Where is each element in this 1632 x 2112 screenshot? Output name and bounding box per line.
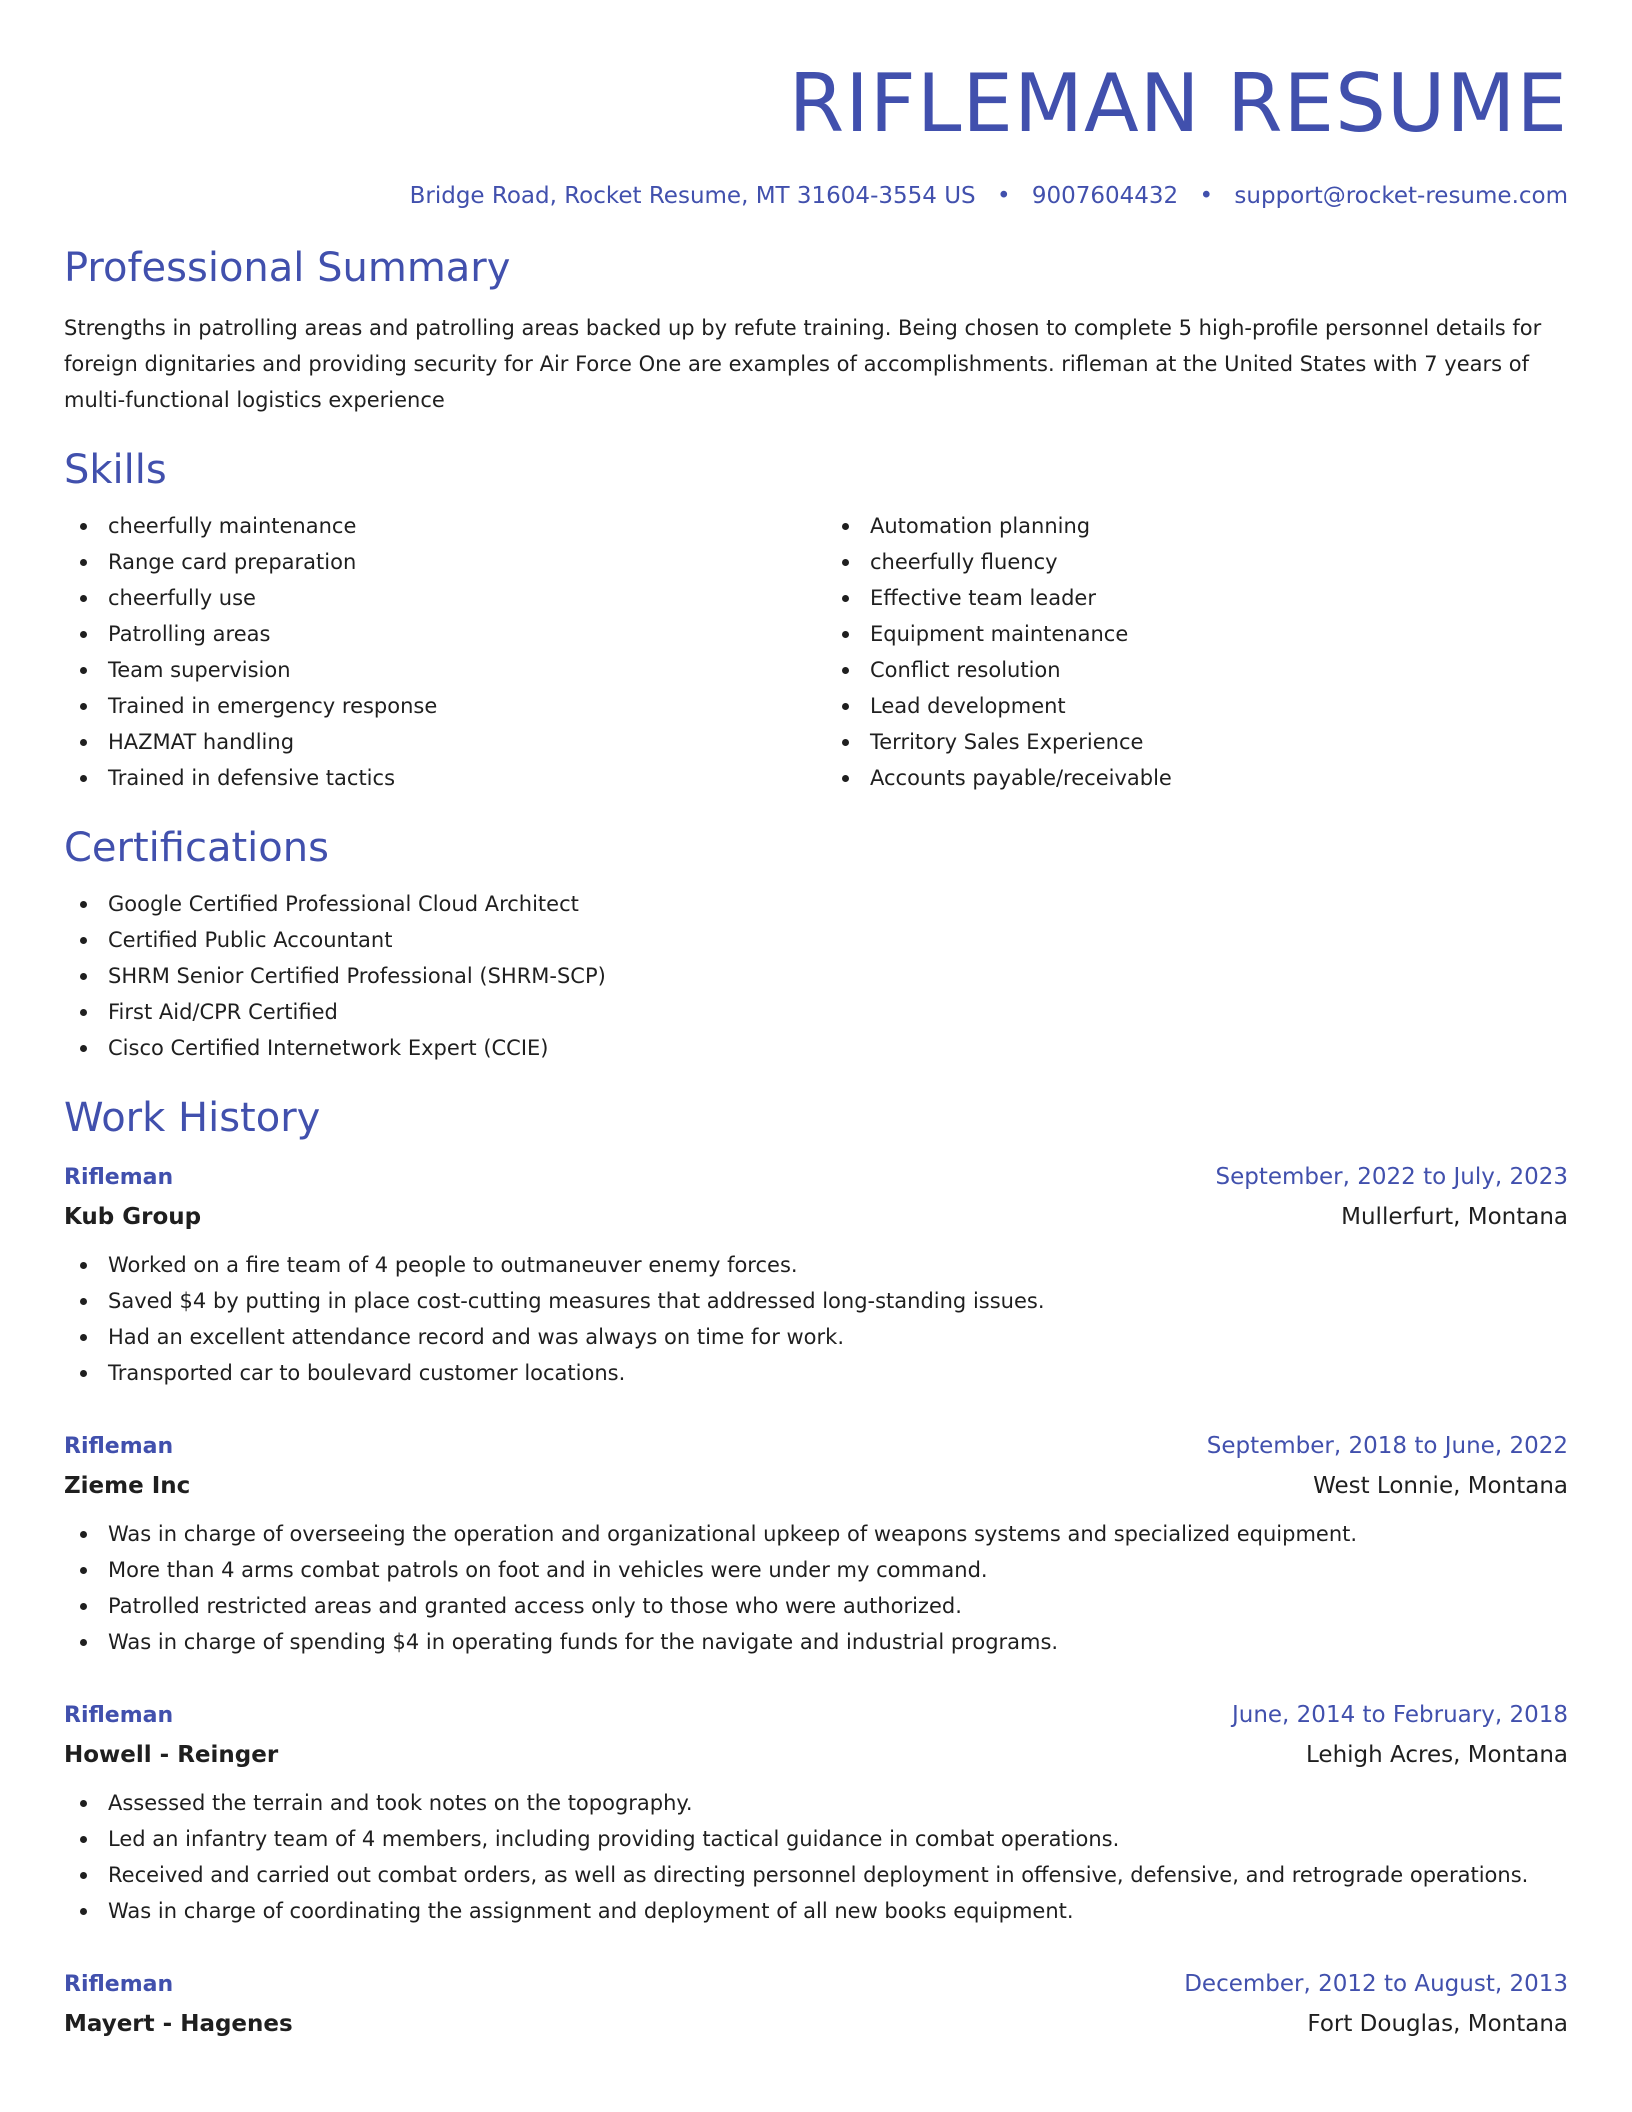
job-header-row: [64, 1427, 1568, 1466]
skill-item: Team supervision: [64, 652, 806, 688]
certification-item: Cisco Certified Internetwork Expert (CCIE): [64, 1030, 1568, 1066]
skills-columns: [64, 508, 1568, 796]
skill-item: Trained in defensive tactics: [64, 760, 806, 796]
certifications-title: Certifications: [64, 825, 329, 871]
job-bullet: Was in charge of overseeing the operation and organizational upkeep of weapons systems and specialized equipment.: [64, 1516, 1568, 1552]
resume-header: [64, 0, 1568, 212]
skill-item: Range card preparation: [64, 544, 806, 580]
job-company: Mayert - Hagenes: [64, 2011, 293, 2037]
contact-address: Bridge Road, Rocket Resume, MT 31604-3554 US: [409, 183, 976, 209]
job-bullet: Assessed the terrain and took notes on the topography.: [64, 1785, 1568, 1821]
job-bullet: More than 4 arms combat patrols on foot and in vehicles were under my command.: [64, 1552, 1568, 1588]
skill-item: Equipment maintenance: [826, 616, 1568, 652]
skills-list-left: [64, 508, 806, 796]
job-title: Rifleman: [64, 1434, 174, 1459]
contact-separator: •: [996, 183, 1011, 209]
summary-title: Professional Summary: [64, 245, 511, 291]
job-company-row: [64, 1466, 1568, 1506]
job-company-row: [64, 1735, 1568, 1775]
job-entry: [64, 1965, 1568, 2044]
job-bullet: Transported car to boulevard customer locations.: [64, 1355, 1568, 1391]
job-bullet: Patrolled restricted areas and granted access only to those who were authorized.: [64, 1588, 1568, 1624]
certification-item: First Aid/CPR Certified: [64, 994, 1568, 1030]
job-location: Lehigh Acres, Montana: [1306, 1742, 1568, 1768]
certification-item: Google Certified Professional Cloud Architect: [64, 886, 1568, 922]
skill-item: HAZMAT handling: [64, 724, 806, 760]
job-title: Rifleman: [64, 1703, 174, 1728]
skill-item: Conflict resolution: [826, 652, 1568, 688]
job-bullet: Was in charge of coordinating the assignment and deployment of all new books equipment.: [64, 1893, 1568, 1929]
job-bullet: Had an excellent attendance record and was always on time for work.: [64, 1319, 1568, 1355]
job-header-row: [64, 1965, 1568, 2004]
job-company: Howell - Reinger: [64, 1742, 279, 1768]
certifications-section: [64, 822, 1568, 1066]
skill-item: cheerfully use: [64, 580, 806, 616]
contact-phone: 9007604432: [1031, 183, 1179, 209]
candidate-name: RIFLEMAN RESUME: [788, 57, 1568, 150]
job-bullet: Received and carried out combat orders, as well as directing personnel deployment in offensive, defensive, and retrograde operations.: [64, 1857, 1568, 1893]
skill-item: Effective team leader: [826, 580, 1568, 616]
work-history-title: Work History: [64, 1095, 321, 1141]
contact-email[interactable]: support@rocket-resume.com: [1234, 183, 1568, 209]
certifications-list: [64, 886, 1568, 1066]
skill-item: Patrolling areas: [64, 616, 806, 652]
skill-item: Accounts payable/receivable: [826, 760, 1568, 796]
job-bullet: Led an infantry team of 4 members, including providing tactical guidance in combat operations.: [64, 1821, 1568, 1857]
job-header-row: [64, 1696, 1568, 1735]
job-title: Rifleman: [64, 1165, 174, 1190]
job-title: Rifleman: [64, 1972, 174, 1997]
job-bullets: [64, 1247, 1568, 1391]
summary-text: Strengths in patrolling areas and patrolling areas backed up by refute training. Being chosen to complete 5 high-profile personnel details for foreign dignitaries and providing security for Air Force One are examples of accomplishments. rifleman at the United States with 7 years of multi-functional logistics experience: [64, 316, 1542, 412]
skill-item: cheerfully maintenance: [64, 508, 806, 544]
contact-line: [64, 180, 1568, 212]
job-entry: [64, 1158, 1568, 1391]
certification-item: SHRM Senior Certified Professional (SHRM-SCP): [64, 958, 1568, 994]
work-history-section: [64, 1092, 1568, 2044]
job-company-row: [64, 1197, 1568, 1237]
job-location: West Lonnie, Montana: [1313, 1473, 1568, 1499]
skills-title: Skills: [64, 447, 167, 493]
job-location: Fort Douglas, Montana: [1307, 2011, 1568, 2037]
job-bullets: [64, 1516, 1568, 1660]
job-bullets: [64, 1785, 1568, 1929]
job-entry: [64, 1427, 1568, 1660]
contact-separator: •: [1199, 183, 1214, 209]
job-dates: September, 2022 to July, 2023: [1215, 1164, 1568, 1190]
job-bullet: Worked on a fire team of 4 people to outmaneuver enemy forces.: [64, 1247, 1568, 1283]
job-bullet: Was in charge of spending $4 in operating funds for the navigate and industrial programs.: [64, 1624, 1568, 1660]
job-company-row: [64, 2004, 1568, 2044]
job-dates: June, 2014 to February, 2018: [1231, 1702, 1568, 1728]
job-bullet: Saved $4 by putting in place cost-cutting measures that addressed long-standing issues.: [64, 1283, 1568, 1319]
job-company: Zieme Inc: [64, 1473, 191, 1499]
skill-item: Territory Sales Experience: [826, 724, 1568, 760]
job-location: Mullerfurt, Montana: [1341, 1204, 1568, 1230]
job-company: Kub Group: [64, 1204, 202, 1230]
skill-item: Automation planning: [826, 508, 1568, 544]
certification-item: Certified Public Accountant: [64, 922, 1568, 958]
skill-item: cheerfully fluency: [826, 544, 1568, 580]
skill-item: Trained in emergency response: [64, 688, 806, 724]
job-dates: December, 2012 to August, 2013: [1184, 1971, 1568, 1997]
job-dates: September, 2018 to June, 2022: [1206, 1433, 1568, 1459]
job-header-row: [64, 1158, 1568, 1197]
skills-section: [64, 444, 1568, 796]
skills-list-right: [826, 508, 1568, 796]
job-entry: [64, 1696, 1568, 1929]
summary-section: [64, 242, 1568, 418]
skill-item: Lead development: [826, 688, 1568, 724]
